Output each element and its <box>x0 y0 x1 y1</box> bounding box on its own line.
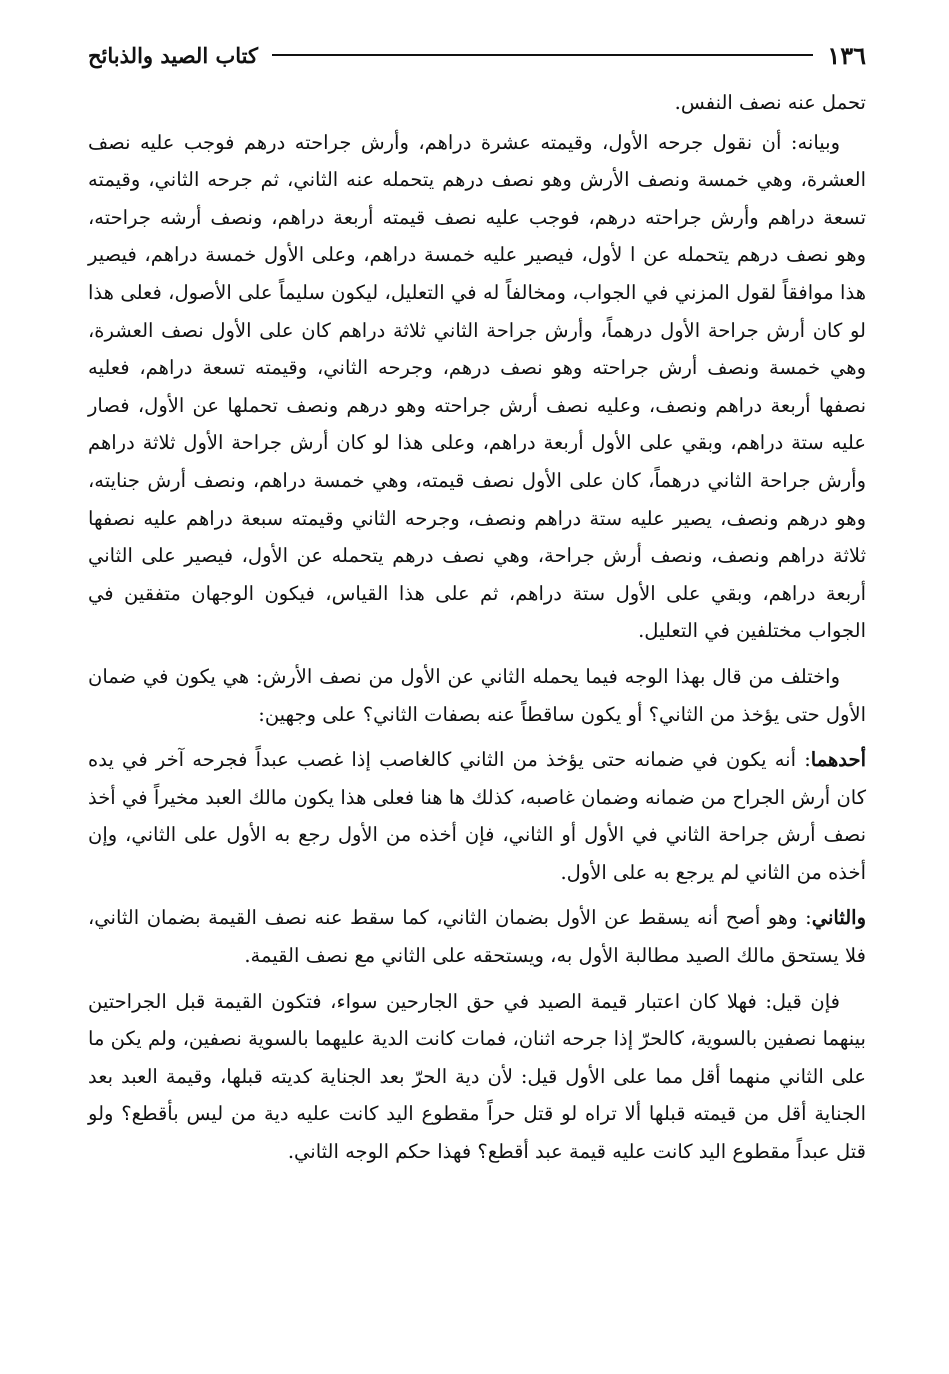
header-rule <box>272 54 813 56</box>
paragraph-second-view <box>88 899 866 974</box>
paragraph-explanation <box>88 124 866 650</box>
book-title: كتاب الصيد والذبائح <box>88 42 258 68</box>
paragraph-disagreement <box>88 658 866 733</box>
paragraph-lead: أحدهما <box>810 748 866 772</box>
paragraph-text: تحمل عنه نصف النفس. <box>674 91 866 114</box>
paragraph-text: وبيانه: أن نقول جرحه الأول، وقيمته عشرة دراهم، وأرش جراحته درهم فوجب عليه نصف العشرة، وهي خمسة ونصف الأرش وهو نصف درهم يتحمله عنه الثاني، ثم جرحه الثاني، وقيمته تسعة دراهم وأرش جراحته درهم، فوجب عليه نصف قيمته أربعة دراهم، ونصف أرشه جراحته، وهو نصف درهم يتحمله عن ا لأول، فيصير عليه خمسة دراهم، وعلى الأول خمسة دراهم، فيصير هذا موافقاً لقول المزني في الجواب، ومخالفاً له في التعليل، ليكون سليماً على الأصول، فعلى هذا لو كان أرش جراحة الأول درهماً، وأرش جراحة الثاني ثلاثة دراهم كان على الأول نصف العشرة، وهي خمسة ونصف أرش جراحته وهو نصف درهم، وجرحه الثاني، وقيمته تسعة دراهم، فعليه نصفها أربعة دراهم ونصف، وعليه نصف أرش جراحته وهو درهم ونصف تحملها عن الأول، فصار عليه ستة دراهم، وبقي على الأول أربعة دراهم، وعلى هذا لو كان أرش جراحة الأول ثلاثة دراهم وأرش جراحة الثاني درهماً، كان على الأول نصف قيمته، وهي خمسة دراهم، ونصف أرش جنايته، وهو درهم ونصف، يصير عليه ستة دراهم ونصف، وجرحه الثاني وقيمته سبعة دراهم عليه نصفها ثلاثة دراهم ونصف، ونصف أرش جراحة، وهي نصف درهم يتحمله عن الأول، فيصير على الثاني أربعة دراهم، وبقي على الأول ستة دراهم، ثم على هذا القياس، فيكون الوجهان متفقين في الجواب مختلفين في التعليل. <box>88 130 867 643</box>
page-body <box>88 84 866 1171</box>
paragraph-text: : أنه يكون في ضمانه حتى يؤخذ من الثاني كالغاصب إذا غصب عبداً فجرحه آخر في يده كان أرش الجراح من ضمانه وضمان غاصبه، كذلك ها هنا فعلى هذا يكون مالك العبد مخيراً في أخذ نصف أرش جراحة الثاني في الأول أو الثاني، فإن أخذه من الأول رجع به الأول على الثاني، وإن أخذه من الثاني لم يرجع به على الأول. <box>88 748 866 884</box>
page-header <box>88 38 866 72</box>
paragraph-first-view <box>88 741 866 891</box>
paragraph-text: واختلف من قال بهذا الوجه فيما يحمله الثاني عن الأول من نصف الأرش: هي يكون في ضمان الأول حتى يؤخذ من الثاني؟ أو يكون ساقطاً عنه بصفات الثاني؟ على وجهين: <box>88 664 866 726</box>
paragraph-continuation <box>88 84 866 122</box>
paragraph-lead: والثاني <box>811 906 866 930</box>
paragraph-objection <box>88 983 866 1171</box>
paragraph-text: فإن قيل: فهلا كان اعتبار قيمة الصيد في حق الجارحين سواء، فتكون القيمة قبل الجراحتين بينهما نصفين بالسوية، كالحرّ إذا جرحه اثنان، فمات كانت الدية عليهما بالسوية نصفين، ولم يكن ما على الثاني منهما أقل مما على الأول قيل: لأن دية الحرّ بعد الجناية كديته قبلها، وقيمة العبد بعد الجناية أقل من قيمته قبلها ألا تراه لو قتل حراً مقطوع اليد كانت عليه دية من ليس بأقطع؟ ولو قتل عبداً مقطوع اليد كانت عليه قيمة عبد أقطع؟ فهذا حكم الوجه الثاني. <box>88 989 866 1164</box>
page-number: ١٣٦ <box>827 40 866 70</box>
book-page <box>88 38 866 1179</box>
paragraph-text: : وهو أصح أنه يسقط عن الأول بضمان الثاني، كما سقط عنه نصف القيمة بضمان الثاني، فلا يستحق مالك الصيد مطالبة الأول به، ويستحقه على الثاني مع نصف القيمة. <box>88 906 866 968</box>
